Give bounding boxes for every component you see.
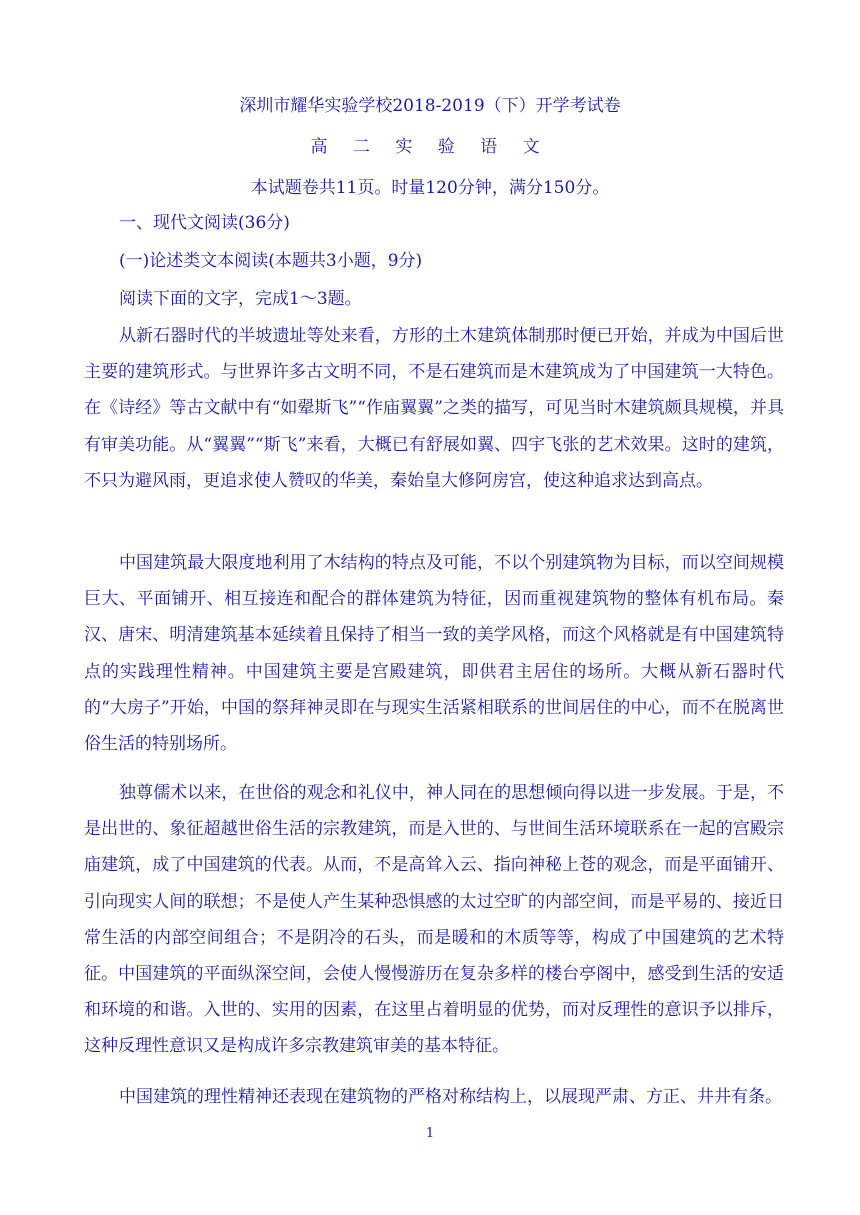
reading-instruction: 阅读下面的文字，完成1～3题。 — [119, 289, 362, 309]
exam-subtitle: 高 二 实 验 语 文 — [310, 137, 550, 157]
subsection-heading: (一)论述类文本阅读(本题共3小题，9分) — [119, 251, 423, 271]
section-heading: 一、现代文阅读(36分) — [119, 213, 290, 233]
body-paragraph-4: 中国建筑的理性精神还表现在建筑物的严格对称结构上，以展现严肃、方正、井井有条。 — [119, 1087, 782, 1107]
exam-info: 本试题卷共11页。时量120分钟，满分150分。 — [250, 178, 610, 198]
exam-title: 深圳市耀华实验学校2018-2019（下）开学考试卷 — [239, 96, 621, 116]
body-paragraph-1: 从新石器时代的半坡遗址等处来看，方形的土木建筑体制那时便已开始，并成为中国后世主要的建筑形式。与世界许多古文明不同，不是石建筑而是木建筑成为了中国建筑一大特色。在《诗经》等古文献中有“如翚斯飞”“作庙翼翼”之类的描写，可见当时木建筑颇具规模，并具有审美功能。从“翼翼”“斯飞”来看，大概已有舒展如翼、四宇飞张的艺术效果。这时的建筑，不只为避风雨，更追求使人赞叹的华美，秦始皇大修阿房宫，使这种追求达到高点。 — [84, 326, 784, 491]
body-paragraph-2: 中国建筑最大限度地利用了木结构的特点及可能，不以个别建筑物为目标，而以空间规模巨大、平面铺开、相互接连和配合的群体建筑为特征，因而重视建筑物的整体有机布局。秦汉、唐宋、明清建筑基本延续着且保持了相当一致的美学风格，而这个风格就是有中国建筑特点的实践理性精神。中国建筑主要是宫殿建筑，即供君主居住的场所。大概从新石器时代的“大房子”开始，中国的祭拜神灵即在与现实生活紧相联系的世间居住的中心，而不在脱离世俗生活的特别场所。 — [84, 553, 784, 755]
page-number: 1 — [425, 1126, 435, 1141]
body-paragraph-3: 独尊儒术以来，在世俗的观念和礼仪中，神人同在的思想倾向得以进一步发展。于是，不是出世的、象征超越世俗生活的宗教建筑，而是入世的、与世间生活环境联系在一起的宫殿宗庙建筑，成了中国建筑的代表。从而，不是高耸入云、指向神秘上苍的观念，而是平面铺开、引向现实人间的联想；不是使人产生某种恐惧感的太过空旷的内部空间，而是平易的、接近日常生活的内部空间组合；不是阴冷的石头，而是暖和的木质等等，构成了中国建筑的艺术特征。中国建筑的平面纵深空间，会使人慢慢游历在复杂多样的楼台亭阁中，感受到生活的安适和环境的和谐。入世的、实用的因素，在这里占着明显的优势，而对反理性的意识予以排斥，这种反理性意识又是构成许多宗教建筑审美的基本特征。 — [84, 783, 784, 1057]
